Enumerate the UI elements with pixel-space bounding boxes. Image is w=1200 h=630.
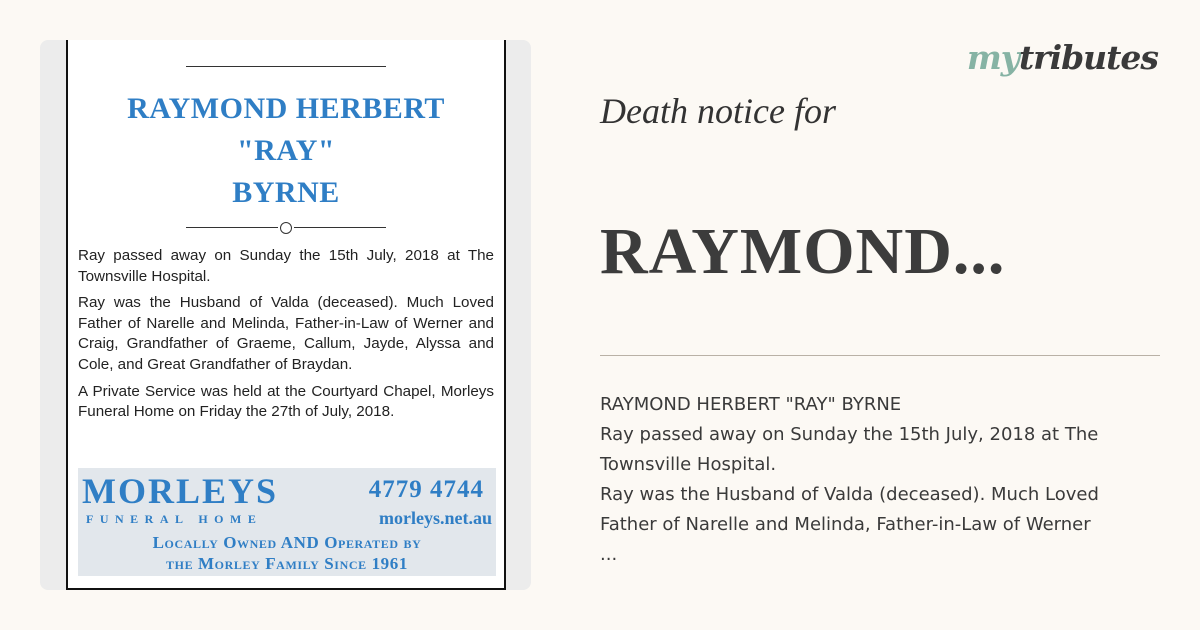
excerpt-line: Townsville Hospital. bbox=[600, 454, 777, 475]
notice-name-line-3: BYRNE bbox=[232, 176, 340, 209]
notice-body bbox=[78, 246, 494, 429]
funeral-home-ad bbox=[78, 468, 496, 576]
deceased-name: RAYMOND... bbox=[600, 215, 1006, 288]
excerpt-line: Father of Narelle and Melinda, Father-in-Law of Werner bbox=[600, 514, 1091, 535]
notice-name-line-2: "RAY" bbox=[236, 134, 336, 167]
notice-paragraph: Ray passed away on Sunday the 15th July, 2018 at The Townsville Hospital. bbox=[78, 247, 494, 285]
funeral-home-phone: 4779 4744 bbox=[368, 476, 484, 503]
top-rule bbox=[186, 66, 386, 67]
funeral-home-tagline bbox=[78, 532, 496, 574]
logo-tributes: tributes bbox=[1018, 38, 1158, 77]
notice-name-line-1: RAYMOND HERBERT bbox=[127, 92, 445, 125]
excerpt-line: Ray was the Husband of Valda (deceased). Much Loved bbox=[600, 484, 1099, 505]
notice-paragraph: Ray was the Husband of Valda (deceased). Much Loved Father of Narelle and Melinda, Father-in-Law of Werner and Craig, Grandfather of Graeme, Callum, Jayde, Alyssa and Cole, and Great Grandfather of Braydan. bbox=[78, 294, 494, 373]
excerpt-line: RAYMOND HERBERT "RAY" BYRNE bbox=[600, 394, 902, 415]
notice-paper bbox=[66, 40, 506, 590]
divider bbox=[600, 355, 1160, 356]
tagline-line-2: the Morley Family Since 1961 bbox=[166, 554, 408, 573]
divider-ornament bbox=[186, 222, 386, 234]
notice-image bbox=[40, 40, 531, 590]
funeral-home-logo: MORLEYS bbox=[82, 471, 279, 511]
notice-excerpt bbox=[600, 390, 1160, 570]
funeral-home-website: morleys.net.au bbox=[379, 508, 492, 528]
notice-name bbox=[68, 88, 504, 214]
excerpt-line: Ray passed away on Sunday the 15th July, 2018 at The bbox=[600, 424, 1099, 445]
tagline-line-1: Locally Owned AND Operated by bbox=[152, 533, 422, 552]
funeral-home-subtitle: FUNERAL HOME bbox=[86, 512, 263, 526]
mytributes-logo[interactable] bbox=[967, 38, 1158, 77]
excerpt-line: ... bbox=[600, 544, 618, 565]
page-title: Death notice for bbox=[600, 91, 836, 131]
logo-my: my bbox=[966, 38, 1019, 77]
notice-paragraph: A Private Service was held at the Courtyard Chapel, Morleys Funeral Home on Friday the 27th of July, 2018. bbox=[78, 382, 494, 421]
